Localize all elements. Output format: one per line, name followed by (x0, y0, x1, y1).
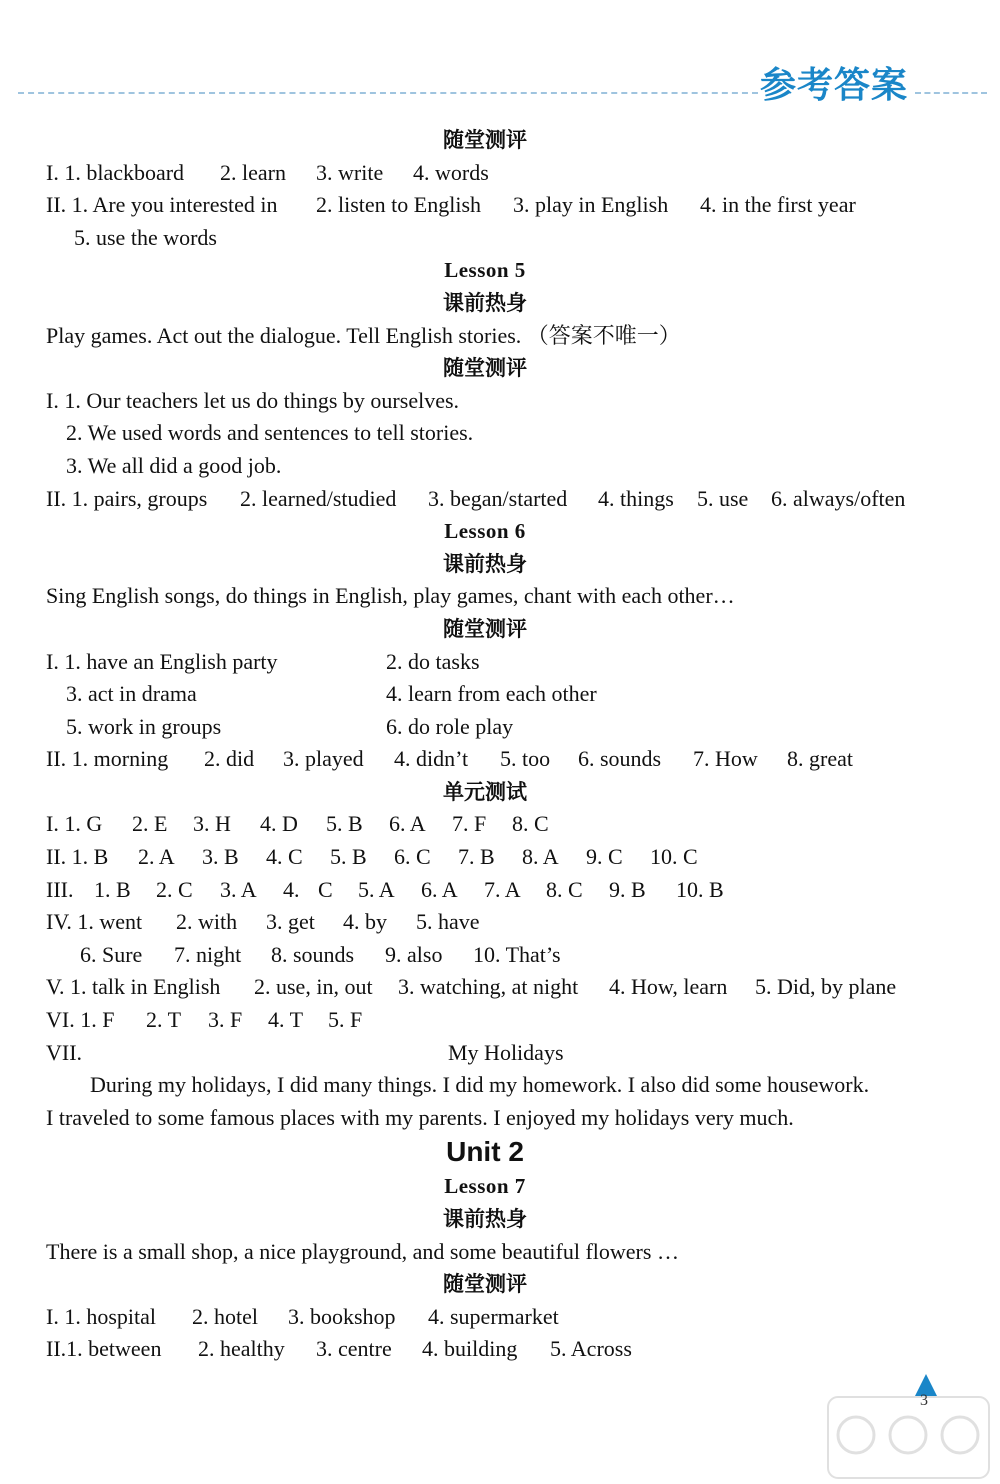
answer-item: 5. Across (550, 1336, 632, 1362)
answer-item: 2. with (176, 909, 238, 935)
answer-item: 5. B (330, 844, 367, 870)
answer-line (0, 1069, 1000, 1102)
answer-item: 2. learn (220, 159, 286, 185)
answer-item: 4. D (260, 811, 298, 837)
lesson-heading: Lesson 6 (444, 519, 526, 544)
answer-item: 5. B (326, 811, 363, 837)
answer-item: 6. A (389, 811, 426, 837)
answer-line (0, 678, 1000, 711)
answer-item: 2. did (204, 746, 255, 772)
unit-heading: Unit 2 (446, 1136, 524, 1168)
answer-line (0, 971, 1000, 1004)
answer-item: 3. played (283, 746, 364, 772)
answer-item: 10. That’s (473, 941, 561, 967)
answer-item: 1. B (94, 876, 131, 902)
answer-item: 3. A (220, 876, 257, 902)
answer-item: II.1. between (46, 1336, 162, 1362)
lesson-heading: Lesson 5 (444, 258, 526, 283)
answer-item: 7. How (693, 746, 758, 772)
answer-item: I. 1. have an English party (46, 648, 278, 674)
answer-item: Sing English songs, do things in English, play games, chant with each other… (46, 583, 735, 609)
watermark-logo (826, 1395, 991, 1480)
header-divider-right (915, 92, 987, 94)
answer-line (0, 939, 1000, 972)
answer-item: 2. C (156, 876, 193, 902)
answer-item: I. 1. blackboard (46, 159, 185, 185)
section-heading: 随堂测评 (443, 616, 527, 641)
answer-item: 2. We used words and sentences to tell stories. (66, 420, 474, 446)
answer-item: 6. do role play (386, 713, 514, 739)
answer-item: II. 1. B (46, 844, 109, 870)
answer-item: 4. words (413, 159, 489, 185)
answer-item: IV. 1. went (46, 909, 143, 935)
answer-item: 4. supermarket (428, 1303, 559, 1329)
answer-item: 4. learn from each other (386, 681, 597, 707)
answer-item: I. 1. G (46, 811, 103, 837)
answer-item: 8. A (522, 844, 559, 870)
section-heading: 随堂测评 (443, 128, 527, 152)
answer-item: 2. learned/studied (240, 485, 397, 511)
answer-item: VI. 1. F (46, 1007, 115, 1033)
answer-item: 3. F (208, 1007, 243, 1033)
answer-item: 2. A (138, 844, 175, 870)
answer-item: 7. night (174, 941, 242, 967)
answer-item: 6. always/often (771, 485, 906, 511)
answer-item: 6. C (394, 844, 431, 870)
answer-item: 8. C (512, 811, 549, 837)
answer-item: There is a small shop, a nice playground, and some beautiful flowers … (46, 1238, 679, 1264)
answer-item: 4. T (268, 1007, 304, 1033)
answer-item: 4. (283, 876, 300, 902)
answer-item: 3. play in English (513, 192, 669, 218)
answer-item: 5. too (500, 746, 551, 772)
answer-item: 9. also (385, 941, 443, 967)
section-heading: 单元测试 (443, 779, 527, 804)
answer-item: My Holidays (448, 1039, 564, 1065)
answer-item: 7. A (484, 876, 521, 902)
section-heading: 课前热身 (443, 290, 527, 315)
answer-line (0, 874, 1000, 907)
answer-item: 6. sounds (578, 746, 662, 772)
answer-item: 2. T (146, 1007, 182, 1033)
answer-item: 9. C (586, 844, 623, 870)
answer-line (0, 580, 1000, 613)
answer-item: Play games. Act out the dialogue. Tell English stories. （答案不唯一） (46, 322, 681, 348)
answer-item: 3. watching, at night (398, 974, 579, 1000)
answer-line (0, 906, 1000, 939)
answer-item: VII. (46, 1039, 83, 1065)
answer-item: C (318, 876, 333, 902)
answer-line (0, 157, 1000, 190)
answer-item: 2. E (132, 811, 168, 837)
answer-item: 8. great (787, 746, 853, 772)
section-heading: 课前热身 (443, 1207, 527, 1231)
answer-line (0, 711, 1000, 744)
answer-item: 8. C (546, 876, 583, 902)
answer-item: 5. have (416, 909, 480, 935)
answer-item: 5. work in groups (66, 713, 222, 739)
header-title: 参考答案 (760, 65, 909, 106)
answer-line (0, 417, 1000, 450)
answer-item: 4. by (343, 909, 387, 935)
answer-item: II. 1. Are you interested in (46, 192, 278, 218)
answer-item: 7. B (458, 844, 495, 870)
answer-line (0, 1333, 1000, 1366)
answer-item: 3. We all did a good job. (66, 452, 282, 478)
answer-item: 2. healthy (198, 1336, 285, 1362)
answer-item: 3. bookshop (288, 1303, 396, 1329)
answer-item: I traveled to some famous places with my parents. I enjoyed my holidays very much. (46, 1104, 794, 1130)
answer-line (0, 450, 1000, 483)
answer-item: 3. began/started (428, 485, 568, 511)
answer-item: 9. B (609, 876, 646, 902)
answer-line (0, 222, 1000, 255)
answer-line (0, 189, 1000, 222)
answer-item: 10. B (676, 876, 724, 902)
answer-item: 4. C (266, 844, 303, 870)
answer-item: 7. F (452, 811, 487, 837)
answer-item: 5. use (697, 485, 749, 511)
answer-item: 3. write (316, 159, 384, 185)
answer-item: 2. use, in, out (254, 974, 373, 1000)
answer-line (0, 1004, 1000, 1037)
answer-item: II. 1. pairs, groups (46, 485, 208, 511)
answer-item: 5. A (358, 876, 395, 902)
answer-line (0, 1236, 1000, 1269)
answer-line (0, 743, 1000, 776)
answer-item: During my holidays, I did many things. I did my homework. I also did some housework. (90, 1072, 870, 1098)
answer-item: 5. use the words (74, 224, 217, 250)
answer-item: 4. in the first year (700, 192, 856, 218)
answer-line (0, 646, 1000, 679)
answer-item: 3. act in drama (66, 681, 197, 707)
answer-item: 3. H (193, 811, 231, 837)
answer-item: 4. building (422, 1336, 518, 1362)
answer-item: 6. Sure (80, 941, 143, 967)
page-number: 3 (920, 1392, 928, 1409)
answer-item: 2. hotel (192, 1303, 258, 1329)
answer-item: 4. How, learn (609, 974, 728, 1000)
answer-item: 4. didn’t (394, 746, 469, 772)
section-heading: 随堂测评 (443, 1272, 527, 1297)
answer-item: 2. listen to English (316, 192, 481, 218)
answer-line (0, 1037, 1000, 1070)
answer-item: V. 1. talk in English (46, 974, 221, 1000)
answer-line (0, 320, 1000, 353)
answer-line (0, 1102, 1000, 1135)
answer-content (0, 124, 1000, 1366)
lesson-heading: Lesson 7 (444, 1174, 526, 1199)
answer-item: 3. B (202, 844, 239, 870)
answer-line (0, 808, 1000, 841)
answer-line (0, 841, 1000, 874)
header-divider (18, 92, 758, 94)
answer-item: 5. F (328, 1007, 363, 1033)
answer-item: I. 1. hospital (46, 1303, 156, 1329)
answer-item: 3. get (266, 909, 315, 935)
section-heading: 随堂测评 (443, 356, 527, 381)
answer-item: 4. things (598, 485, 674, 511)
section-heading: 课前热身 (443, 551, 527, 576)
answer-item: 2. do tasks (386, 648, 480, 674)
answer-item: II. 1. morning (46, 746, 169, 772)
answer-line (0, 1301, 1000, 1334)
answer-line (0, 385, 1000, 418)
answer-item: 5. Did, by plane (755, 974, 897, 1000)
answer-item: 6. A (421, 876, 458, 902)
answer-item: 8. sounds (271, 941, 355, 967)
answer-line (0, 483, 1000, 516)
answer-item: 3. centre (316, 1336, 392, 1362)
answer-item: 10. C (650, 844, 698, 870)
answer-item: I. 1. Our teachers let us do things by ourselves. (46, 387, 460, 413)
answer-item: III. (46, 876, 74, 902)
